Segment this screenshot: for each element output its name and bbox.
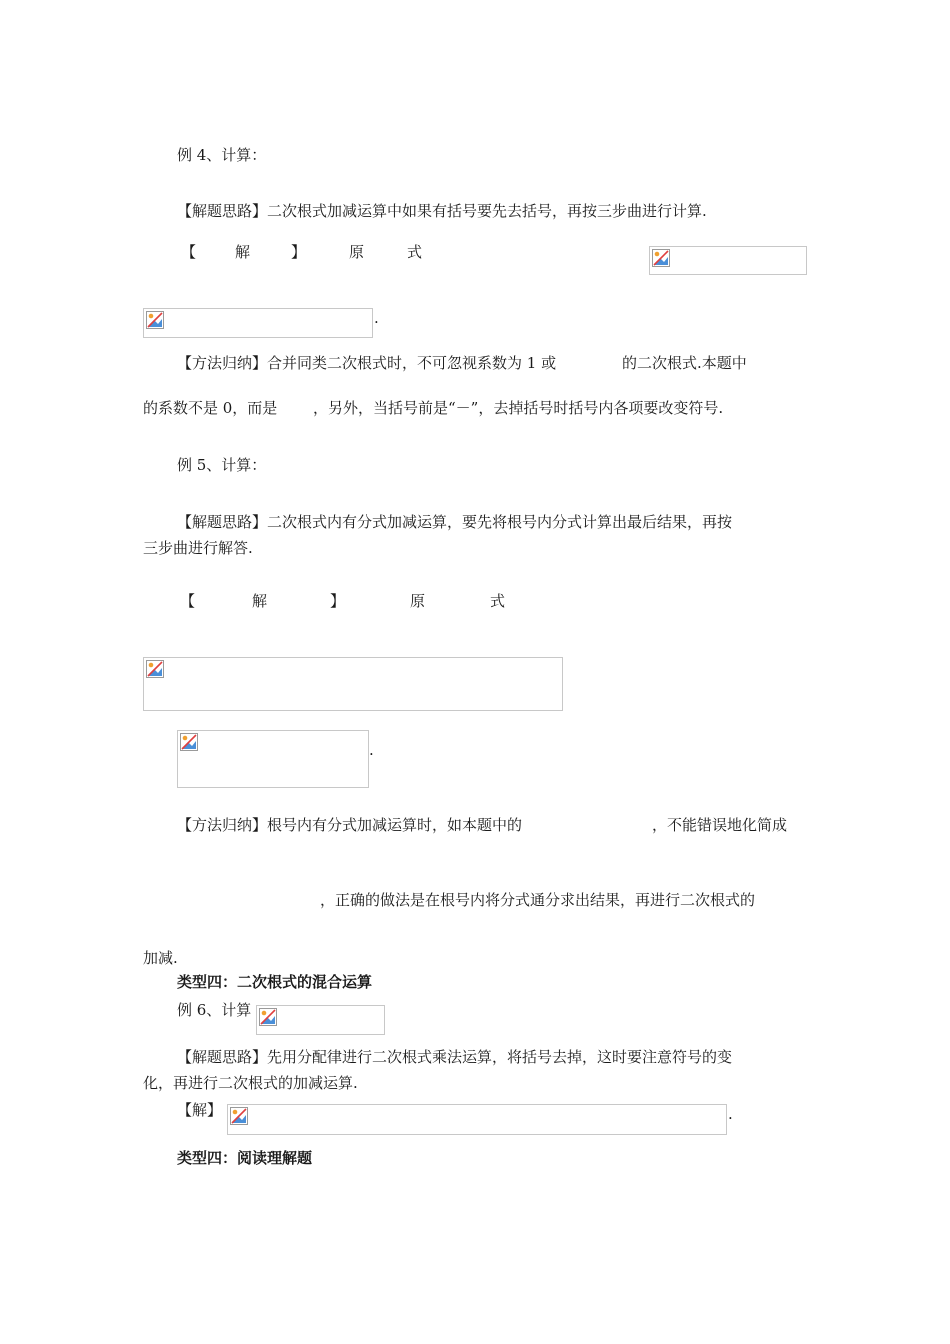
idea-text: 二次根式加减运算中如果有括号要先去括号，再按三步曲进行计算. <box>267 202 707 220</box>
broken-image-icon <box>259 1008 277 1026</box>
example-6-idea-line2: 化，再进行二次根式的加减运算. <box>143 1074 358 1092</box>
formula-image-ex6-b <box>227 1104 727 1135</box>
example-4-method-line1 <box>177 353 556 373</box>
example-5-method-line2: ，正确的做法是在根号内将分式通分求出结果，再进行二次根式的 <box>320 891 756 909</box>
formula-image-ex5-a <box>143 657 563 711</box>
example-4-method-line2a: 的系数不是 0，而是 <box>143 399 278 417</box>
idea-text: 先用分配律进行二次根式乘法运算，将括号去掉，这时要注意符号的变 <box>267 1048 733 1066</box>
example-5-method-line1 <box>177 815 522 835</box>
idea-tag: 【解题思路】 <box>177 513 268 531</box>
formula-image-ex5-b <box>177 730 369 788</box>
example-6-title: 例 6、计算 <box>177 1001 252 1019</box>
example-4-idea <box>177 201 707 221</box>
broken-image-icon <box>146 660 164 678</box>
idea-tag: 【解题思路】 <box>177 202 268 220</box>
period: . <box>374 309 379 327</box>
period: . <box>369 741 374 759</box>
example-5-idea-line2: 三步曲进行解答. <box>143 539 253 557</box>
broken-image-icon <box>652 249 670 267</box>
section-heading-mixed-operations: 类型四：二次根式的混合运算 <box>177 973 373 991</box>
method-text: 根号内有分式加减运算时，如本题中的 <box>267 816 523 834</box>
example-6-idea-line1 <box>177 1047 732 1067</box>
example-4-method-line2b: ，另外，当括号前是“－”，去掉括号时括号内各项要改变符号. <box>313 399 724 417</box>
idea-text: 二次根式内有分式加减运算，要先将根号内分式计算出最后结果，再按 <box>267 513 733 531</box>
example-5-method-line1-end: ，不能错误地化简成 <box>652 816 788 834</box>
idea-tag: 【解题思路】 <box>177 1048 268 1066</box>
broken-image-icon <box>180 733 198 751</box>
formula-image-ex4-a <box>649 246 807 275</box>
method-tag: 【方法归纳】 <box>177 354 268 372</box>
example-5-method-line3: 加减. <box>143 949 178 967</box>
method-text: 合并同类二次根式时，不可忽视系数为 1 或 <box>267 354 557 372</box>
method-tag: 【方法归纳】 <box>177 816 268 834</box>
example-4-title: 例 4、计算： <box>177 146 267 164</box>
example-5-title: 例 5、计算： <box>177 456 267 474</box>
example-4-method-line1-end: 的二次根式.本题中 <box>622 354 747 372</box>
broken-image-icon <box>146 311 164 329</box>
example-6-solution-label: 【解】 <box>177 1101 223 1119</box>
formula-image-ex6-a <box>256 1005 385 1035</box>
example-5-idea-line1 <box>177 512 732 532</box>
section-heading-reading-comprehension: 类型四：阅读理解题 <box>177 1149 313 1167</box>
example-4-solution-label: 【 解 】 原 式 <box>181 243 423 261</box>
broken-image-icon <box>230 1107 248 1125</box>
formula-image-ex4-b <box>143 308 373 338</box>
example-5-solution-label: 【 解 】 原 式 <box>180 592 506 610</box>
period: . <box>728 1105 733 1123</box>
